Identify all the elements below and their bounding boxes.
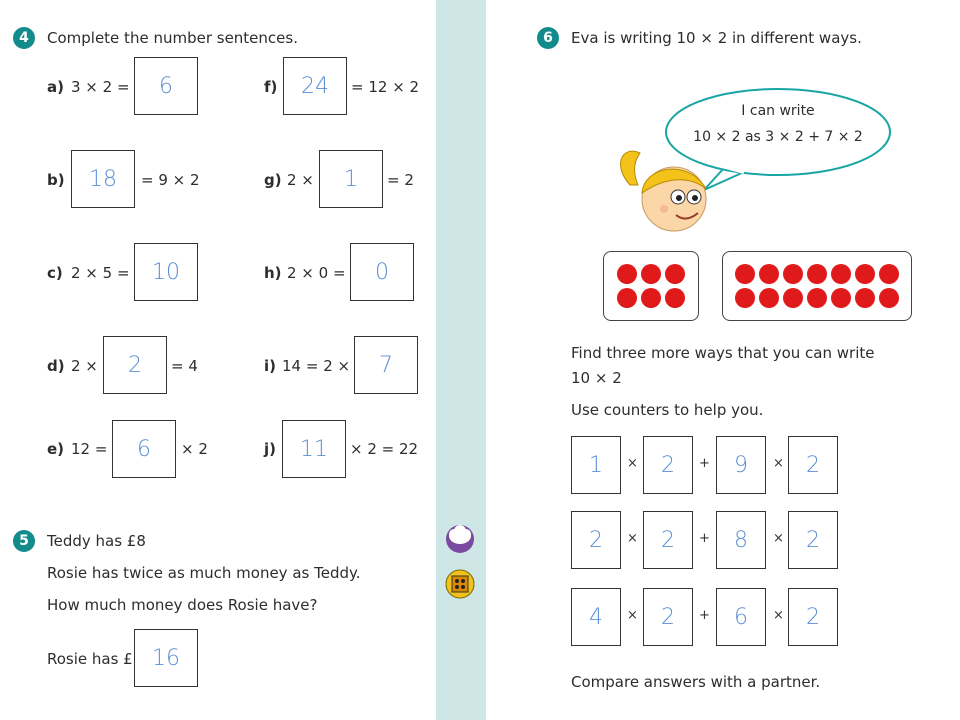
- row-1-value-2: 2: [661, 452, 675, 478]
- speech-line-2: 10 × 2 as 3 × 2 + 7 × 2: [693, 129, 863, 145]
- row-3-value-3: 6: [734, 604, 748, 630]
- question-5-number: 5: [13, 530, 35, 552]
- row-2-value-4: 2: [806, 527, 820, 553]
- item-h-answer: 0: [375, 259, 389, 285]
- instruction-line-2: 10 × 2: [571, 369, 622, 387]
- item-d-answer: 2: [128, 352, 142, 378]
- item-b-expression: = 9 × 2: [141, 171, 200, 189]
- row-1-value-1: 1: [589, 452, 603, 478]
- counter-dot: [759, 288, 779, 308]
- item-a-answer: 6: [159, 73, 173, 99]
- counter-dot: [783, 264, 803, 284]
- item-b-answer-box[interactable]: [71, 150, 135, 208]
- row-1-box-4[interactable]: [788, 436, 838, 494]
- counter-dot: [665, 264, 685, 284]
- counter-dot: [879, 264, 899, 284]
- row-2-box-2[interactable]: [643, 511, 693, 569]
- thinking-cloud-icon: [444, 522, 476, 554]
- counter-dot: [879, 288, 899, 308]
- counter-dot: [855, 264, 875, 284]
- item-d-answer-box[interactable]: [103, 336, 167, 394]
- item-j-label: j): [264, 440, 276, 458]
- instruction-line-3: Use counters to help you.: [571, 401, 764, 419]
- counter-dot: [831, 288, 851, 308]
- item-e-label: e): [47, 440, 65, 458]
- counter-dot: [855, 288, 875, 308]
- counter-dot: [735, 264, 755, 284]
- row-2-value-1: 2: [589, 527, 603, 553]
- counter-dot: [665, 288, 685, 308]
- row-2-box-1[interactable]: [571, 511, 621, 569]
- counter-dot: [641, 264, 661, 284]
- item-d-label: d): [47, 357, 65, 375]
- row-1-box-3[interactable]: [716, 436, 766, 494]
- row-3-value-4: 2: [806, 604, 820, 630]
- item-f-label: f): [264, 78, 278, 96]
- row-3-plus-sign: +: [699, 608, 710, 623]
- item-i-label: i): [264, 357, 276, 375]
- row-3-value-1: 4: [589, 604, 603, 630]
- row-3-times-sign: ×: [627, 608, 638, 623]
- question-4-title: Complete the number sentences.: [47, 29, 298, 47]
- row-3-box-2[interactable]: [643, 588, 693, 646]
- item-d-post: = 4: [171, 357, 198, 375]
- ten-frame-left: [603, 251, 699, 321]
- row-1-times-sign: ×: [773, 456, 784, 471]
- row-3-box-4[interactable]: [788, 588, 838, 646]
- item-i-answer: 7: [379, 352, 393, 378]
- question-5-line1: Teddy has £8: [47, 532, 146, 550]
- item-c-answer-box[interactable]: [134, 243, 198, 301]
- item-a-expression: 3 × 2 =: [71, 78, 130, 96]
- item-d-pre: 2 ×: [71, 357, 98, 375]
- speech-line-1: I can write: [741, 103, 815, 119]
- cube-icon: [444, 568, 476, 600]
- page-spine: [436, 0, 486, 720]
- counter-dot: [617, 288, 637, 308]
- item-b-label: b): [47, 171, 65, 189]
- question-5-line2: Rosie has twice as much money as Teddy.: [47, 564, 361, 582]
- item-a-answer-box[interactable]: [134, 57, 198, 115]
- item-c-answer: 10: [152, 259, 180, 285]
- item-c-label: c): [47, 264, 63, 282]
- item-i-expression: 14 = 2 ×: [282, 357, 351, 375]
- item-j-answer-box[interactable]: [282, 420, 346, 478]
- row-2-value-3: 8: [734, 527, 748, 553]
- item-e-pre: 12 =: [71, 440, 108, 458]
- item-h-expression: 2 × 0 =: [287, 264, 346, 282]
- question-5-answer-box[interactable]: [134, 629, 198, 687]
- question-5-answer-prefix: Rosie has £: [47, 650, 133, 668]
- item-g-post: = 2: [387, 171, 414, 189]
- item-h-label: h): [264, 264, 282, 282]
- item-j-answer: 11: [300, 436, 328, 462]
- question-5-line3: How much money does Rosie have?: [47, 596, 318, 614]
- item-a-label: a): [47, 78, 64, 96]
- item-f-expression: = 12 × 2: [351, 78, 420, 96]
- counter-dot: [783, 288, 803, 308]
- instruction-line-1: Find three more ways that you can write: [571, 344, 875, 362]
- counter-dot: [641, 288, 661, 308]
- row-2-box-4[interactable]: [788, 511, 838, 569]
- item-g-pre: 2 ×: [287, 171, 314, 189]
- row-2-box-3[interactable]: [716, 511, 766, 569]
- row-1-plus-sign: +: [699, 456, 710, 471]
- eva-character-avatar: [612, 145, 712, 235]
- row-2-times-sign: ×: [773, 531, 784, 546]
- counter-dot: [617, 264, 637, 284]
- row-3-box-1[interactable]: [571, 588, 621, 646]
- item-i-answer-box[interactable]: [354, 336, 418, 394]
- item-e-post: × 2: [181, 440, 208, 458]
- item-f-answer: 24: [301, 73, 329, 99]
- item-c-expression: 2 × 5 =: [71, 264, 130, 282]
- counter-dot: [807, 288, 827, 308]
- row-1-value-3: 9: [734, 452, 748, 478]
- counter-dot: [759, 264, 779, 284]
- item-g-answer: 1: [344, 166, 358, 192]
- row-2-times-sign: ×: [627, 531, 638, 546]
- item-b-answer: 18: [89, 166, 117, 192]
- counter-dot: [831, 264, 851, 284]
- row-2-value-2: 2: [661, 527, 675, 553]
- row-3-times-sign: ×: [773, 608, 784, 623]
- counter-dot: [807, 264, 827, 284]
- footer-text: Compare answers with a partner.: [571, 673, 821, 691]
- question-6-number: 6: [537, 27, 559, 49]
- row-1-value-4: 2: [806, 452, 820, 478]
- row-3-box-3[interactable]: [716, 588, 766, 646]
- question-6-title: Eva is writing 10 × 2 in different ways.: [571, 29, 862, 47]
- counter-dot: [735, 288, 755, 308]
- item-e-answer: 6: [137, 436, 151, 462]
- item-g-label: g): [264, 171, 282, 189]
- item-g-answer-box[interactable]: [319, 150, 383, 208]
- item-e-answer-box[interactable]: [112, 420, 176, 478]
- row-1-times-sign: ×: [627, 456, 638, 471]
- row-1-box-1[interactable]: [571, 436, 621, 494]
- row-3-value-2: 2: [661, 604, 675, 630]
- question-4-number: 4: [13, 27, 35, 49]
- item-j-expression: × 2 = 22: [350, 440, 419, 458]
- item-h-answer-box[interactable]: [350, 243, 414, 301]
- row-1-box-2[interactable]: [643, 436, 693, 494]
- item-f-answer-box[interactable]: [283, 57, 347, 115]
- question-5-answer: 16: [152, 645, 180, 671]
- ten-frame-right: [722, 251, 912, 321]
- row-2-plus-sign: +: [699, 531, 710, 546]
